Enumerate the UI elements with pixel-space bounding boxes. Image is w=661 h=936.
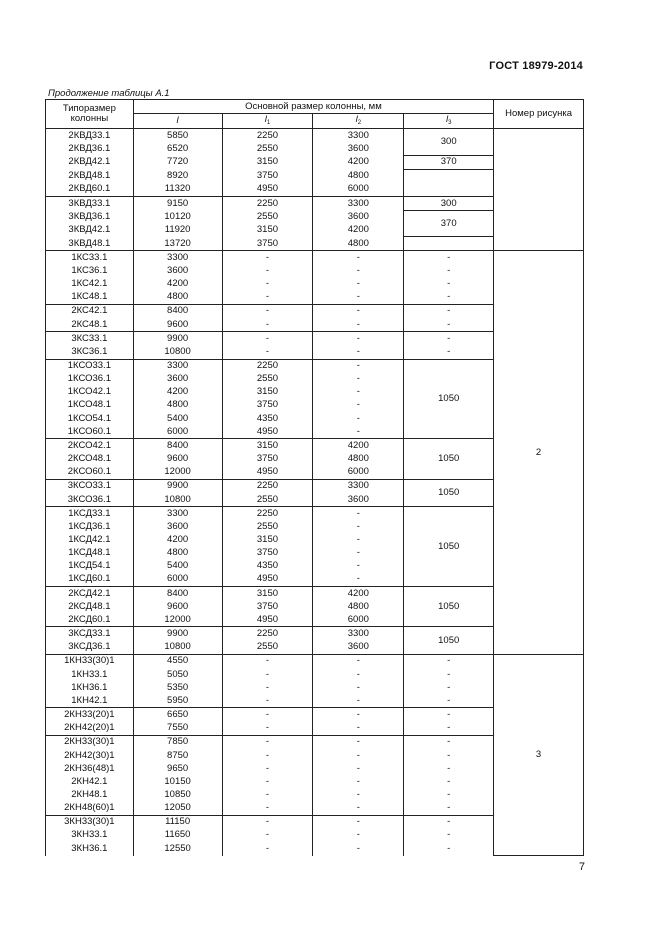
column-type-cell: 2КН36(48)1: [46, 762, 134, 775]
l1-cell: -: [222, 318, 313, 332]
column-type-cell: 2КСД60.1: [46, 613, 134, 627]
l1-cell: -: [222, 735, 313, 749]
l2-cell: 3600: [313, 211, 404, 224]
l2-cell: -: [313, 668, 404, 681]
l1-cell: 2550: [222, 373, 313, 386]
table-row: [46, 251, 584, 265]
l2-cell: 3300: [313, 479, 404, 493]
l-cell: 3300: [133, 359, 222, 373]
l-cell: 6000: [133, 425, 222, 439]
l2-cell: 4200: [313, 439, 404, 453]
l2-cell: 3600: [313, 493, 404, 507]
l3-cell: -: [404, 668, 494, 681]
header-figure-number: Номер рисунка: [494, 100, 584, 129]
l2-cell: -: [313, 560, 404, 573]
l-cell: 11920: [133, 224, 222, 237]
column-type-cell: 1КСД48.1: [46, 547, 134, 560]
l1-cell: 4950: [222, 613, 313, 627]
l1-cell: 2250: [222, 479, 313, 493]
column-type-cell: 1КСД54.1: [46, 560, 134, 573]
l1-cell: 3150: [222, 439, 313, 453]
l2-cell: -: [313, 534, 404, 547]
l1-cell: -: [222, 694, 313, 708]
l1-cell: -: [222, 291, 313, 305]
l3-cell: 370: [404, 211, 494, 237]
column-type-cell: 3КВД36.1: [46, 211, 134, 224]
l1-cell: 2550: [222, 211, 313, 224]
column-type-cell: 3КС33.1: [46, 332, 134, 346]
l-cell: 9600: [133, 453, 222, 466]
table-body: [46, 129, 584, 856]
l1-cell: 3750: [222, 399, 313, 412]
l-cell: 7850: [133, 735, 222, 749]
l2-cell: -: [313, 762, 404, 775]
l-cell: 12000: [133, 466, 222, 480]
l-cell: 5350: [133, 681, 222, 694]
column-type-cell: 2КН42(30)1: [46, 749, 134, 762]
l3-cell: -: [404, 801, 494, 815]
l-cell: 10800: [133, 345, 222, 359]
l2-cell: -: [313, 775, 404, 788]
l2-cell: -: [313, 345, 404, 359]
column-type-cell: 3КС36.1: [46, 345, 134, 359]
l3-cell: 1050: [404, 586, 494, 627]
l2-cell: 3600: [313, 641, 404, 655]
l3-cell: 1050: [404, 439, 494, 480]
l2-cell: -: [313, 749, 404, 762]
column-type-cell: 1КН42.1: [46, 694, 134, 708]
l2-cell: -: [313, 573, 404, 587]
column-type-cell: 3КСО36.1: [46, 493, 134, 507]
standard-label: ГОСТ 18979-2014: [489, 60, 583, 72]
l2-cell: -: [313, 815, 404, 829]
l-cell: 10800: [133, 493, 222, 507]
l2-cell: -: [313, 304, 404, 318]
l-cell: 5400: [133, 560, 222, 573]
l2-cell: -: [313, 264, 404, 277]
l1-cell: 3150: [222, 586, 313, 600]
figure-number-cell: [494, 129, 584, 251]
l2-cell: 4800: [313, 600, 404, 613]
l1-cell: -: [222, 654, 313, 668]
l3-cell: -: [404, 277, 494, 290]
column-type-cell: 1КН36.1: [46, 681, 134, 694]
l-cell: 8400: [133, 586, 222, 600]
l1-cell: 4950: [222, 425, 313, 439]
l-cell: 9150: [133, 196, 222, 210]
column-type-cell: 2КВД42.1: [46, 155, 134, 169]
l1-cell: -: [222, 842, 313, 856]
l3-cell: -: [404, 318, 494, 332]
l-cell: 11320: [133, 183, 222, 197]
l-cell: 4200: [133, 534, 222, 547]
column-type-cell: 2КСД48.1: [46, 600, 134, 613]
l1-cell: -: [222, 788, 313, 801]
l2-cell: -: [313, 842, 404, 856]
l-cell: 10150: [133, 775, 222, 788]
l2-cell: 6000: [313, 183, 404, 197]
l2-cell: 3300: [313, 627, 404, 641]
l1-cell: 2250: [222, 129, 313, 143]
header-l: l: [133, 114, 222, 129]
header-column-type: Типоразмер колонны: [46, 100, 134, 129]
l1-cell: -: [222, 681, 313, 694]
l-cell: 3300: [133, 507, 222, 521]
column-type-cell: 2КСО60.1: [46, 466, 134, 480]
l1-cell: -: [222, 332, 313, 346]
l1-cell: 3150: [222, 224, 313, 237]
l-cell: 3600: [133, 373, 222, 386]
l1-cell: 4350: [222, 560, 313, 573]
l-cell: 3600: [133, 264, 222, 277]
column-type-cell: 2КВД60.1: [46, 183, 134, 197]
l-cell: 9600: [133, 600, 222, 613]
l-cell: 9900: [133, 479, 222, 493]
l1-cell: 4950: [222, 573, 313, 587]
l-cell: 9900: [133, 627, 222, 641]
l2-cell: -: [313, 654, 404, 668]
l2-cell: -: [313, 373, 404, 386]
column-type-cell: 1КСО48.1: [46, 399, 134, 412]
l3-cell: -: [404, 332, 494, 346]
page-number: 7: [578, 861, 585, 873]
l2-cell: 6000: [313, 466, 404, 480]
l-cell: 6520: [133, 142, 222, 155]
l2-cell: 4200: [313, 586, 404, 600]
column-type-cell: 2КН42(20)1: [46, 722, 134, 736]
l2-cell: -: [313, 829, 404, 842]
l3-cell: -: [404, 345, 494, 359]
l2-cell: -: [313, 251, 404, 265]
l1-cell: 2550: [222, 520, 313, 533]
l2-cell: -: [313, 318, 404, 332]
l-cell: 7550: [133, 722, 222, 736]
l-cell: 4800: [133, 399, 222, 412]
column-type-cell: 1КСД42.1: [46, 534, 134, 547]
l3-cell: -: [404, 762, 494, 775]
l-cell: 8750: [133, 749, 222, 762]
l2-cell: 3300: [313, 196, 404, 210]
l-cell: 8400: [133, 304, 222, 318]
l2-cell: -: [313, 681, 404, 694]
column-type-cell: 3КВД33.1: [46, 196, 134, 210]
l1-cell: -: [222, 345, 313, 359]
l2-cell: -: [313, 735, 404, 749]
l1-cell: -: [222, 277, 313, 290]
column-type-cell: 2КН48(60)1: [46, 801, 134, 815]
l2-cell: -: [313, 386, 404, 399]
l1-cell: -: [222, 668, 313, 681]
column-type-cell: 1КН33.1: [46, 668, 134, 681]
l2-cell: -: [313, 520, 404, 533]
l-cell: 12000: [133, 613, 222, 627]
column-type-cell: 2КВД48.1: [46, 170, 134, 183]
l-cell: 9900: [133, 332, 222, 346]
l-cell: 6000: [133, 573, 222, 587]
l1-cell: 3150: [222, 155, 313, 169]
l2-cell: 3300: [313, 129, 404, 143]
l2-cell: -: [313, 412, 404, 425]
column-type-cell: 3КН36.1: [46, 842, 134, 856]
column-type-cell: 1КСО54.1: [46, 412, 134, 425]
column-type-cell: 2КС42.1: [46, 304, 134, 318]
l-cell: 9600: [133, 318, 222, 332]
l-cell: 8920: [133, 170, 222, 183]
l-cell: 7720: [133, 155, 222, 169]
l3-cell: -: [404, 681, 494, 694]
header-l3: $l_3$: [404, 114, 494, 129]
column-type-cell: 2КН33(20)1: [46, 708, 134, 722]
l3-cell: -: [404, 842, 494, 856]
column-type-cell: 3КН33(30)1: [46, 815, 134, 829]
l1-cell: 4350: [222, 412, 313, 425]
column-type-cell: 1КСО42.1: [46, 386, 134, 399]
column-type-cell: 1КСД36.1: [46, 520, 134, 533]
l1-cell: 3750: [222, 600, 313, 613]
l-cell: 5850: [133, 129, 222, 143]
l3-cell: -: [404, 722, 494, 736]
l3-cell: -: [404, 694, 494, 708]
l1-cell: -: [222, 708, 313, 722]
column-type-cell: 3КСД36.1: [46, 641, 134, 655]
l1-cell: 2250: [222, 359, 313, 373]
column-type-cell: 1КН33(30)1: [46, 654, 134, 668]
l3-cell: 370: [404, 155, 494, 169]
l3-cell: -: [404, 788, 494, 801]
l1-cell: 4950: [222, 466, 313, 480]
l-cell: 12550: [133, 842, 222, 856]
l-cell: 4800: [133, 547, 222, 560]
l2-cell: -: [313, 694, 404, 708]
header-l2: $l_2$: [313, 114, 404, 129]
l2-cell: -: [313, 547, 404, 560]
l-cell: 5050: [133, 668, 222, 681]
l2-cell: -: [313, 708, 404, 722]
l3-cell: 1050: [404, 359, 494, 439]
l1-cell: 2550: [222, 493, 313, 507]
figure-number-cell: 2: [494, 251, 584, 655]
l2-cell: -: [313, 788, 404, 801]
l2-cell: -: [313, 291, 404, 305]
header-l1: $l_1$: [222, 114, 313, 129]
header-main-size: Основной размер колонны, мм: [133, 100, 493, 114]
l1-cell: 2550: [222, 142, 313, 155]
l2-cell: 4200: [313, 224, 404, 237]
l2-cell: 3600: [313, 142, 404, 155]
l1-cell: 2250: [222, 507, 313, 521]
l3-cell: -: [404, 735, 494, 749]
figure-number-cell: 3: [494, 654, 584, 855]
l2-cell: -: [313, 399, 404, 412]
column-type-cell: 2КН33(30)1: [46, 735, 134, 749]
l3-cell: -: [404, 815, 494, 829]
column-type-cell: 1КСД33.1: [46, 507, 134, 521]
l1-cell: 3750: [222, 453, 313, 466]
l1-cell: 2250: [222, 627, 313, 641]
l-cell: 9650: [133, 762, 222, 775]
l2-cell: -: [313, 332, 404, 346]
l3-cell: -: [404, 264, 494, 277]
l2-cell: 4800: [313, 237, 404, 251]
l3-cell: 300: [404, 129, 494, 156]
l1-cell: -: [222, 815, 313, 829]
l1-cell: 2550: [222, 641, 313, 655]
column-type-cell: 1КСО60.1: [46, 425, 134, 439]
column-type-cell: 3КСД33.1: [46, 627, 134, 641]
l-cell: 10120: [133, 211, 222, 224]
l-cell: 4800: [133, 291, 222, 305]
column-type-cell: 2КСД42.1: [46, 586, 134, 600]
l1-cell: 3150: [222, 386, 313, 399]
l-cell: 5950: [133, 694, 222, 708]
column-type-cell: 1КС48.1: [46, 291, 134, 305]
column-type-cell: 1КС42.1: [46, 277, 134, 290]
l-cell: 3600: [133, 520, 222, 533]
column-type-cell: 1КС36.1: [46, 264, 134, 277]
l1-cell: 3750: [222, 547, 313, 560]
column-type-cell: 2КВД33.1: [46, 129, 134, 143]
l-cell: 11650: [133, 829, 222, 842]
column-type-cell: 3КВД48.1: [46, 237, 134, 251]
column-type-cell: 2КВД36.1: [46, 142, 134, 155]
l1-cell: 4950: [222, 183, 313, 197]
l1-cell: -: [222, 829, 313, 842]
l3-cell: 1050: [404, 627, 494, 654]
l2-cell: -: [313, 507, 404, 521]
l-cell: 12050: [133, 801, 222, 815]
l2-cell: -: [313, 359, 404, 373]
l2-cell: -: [313, 722, 404, 736]
l1-cell: -: [222, 775, 313, 788]
column-size-table: [45, 99, 584, 856]
column-type-cell: 2КСО42.1: [46, 439, 134, 453]
l2-cell: 4200: [313, 155, 404, 169]
l1-cell: 2250: [222, 196, 313, 210]
l3-cell: -: [404, 829, 494, 842]
table-row: [46, 129, 584, 143]
l-cell: 5400: [133, 412, 222, 425]
l-cell: 4550: [133, 654, 222, 668]
l1-cell: 3750: [222, 237, 313, 251]
column-type-cell: 3КН33.1: [46, 829, 134, 842]
l-cell: 6650: [133, 708, 222, 722]
l1-cell: -: [222, 722, 313, 736]
l1-cell: 3150: [222, 534, 313, 547]
l3-cell: 300: [404, 196, 494, 210]
column-type-cell: 1КСД60.1: [46, 573, 134, 587]
l1-cell: -: [222, 251, 313, 265]
l3-cell: -: [404, 654, 494, 668]
column-type-cell: 3КВД42.1: [46, 224, 134, 237]
l3-cell: -: [404, 251, 494, 265]
column-type-cell: 1КСО33.1: [46, 359, 134, 373]
table-continuation-caption: Продолжение таблицы А.1: [48, 88, 170, 99]
l3-cell: 1050: [404, 507, 494, 587]
l1-cell: 3750: [222, 170, 313, 183]
l3-cell: -: [404, 291, 494, 305]
column-type-cell: 2КН42.1: [46, 775, 134, 788]
l-cell: 3300: [133, 251, 222, 265]
l-cell: 4200: [133, 277, 222, 290]
l1-cell: -: [222, 749, 313, 762]
l-cell: 10850: [133, 788, 222, 801]
column-type-cell: 2КН48.1: [46, 788, 134, 801]
l2-cell: -: [313, 277, 404, 290]
l1-cell: -: [222, 264, 313, 277]
l-cell: 11150: [133, 815, 222, 829]
l3-cell: 1050: [404, 479, 494, 506]
column-type-cell: 2КС48.1: [46, 318, 134, 332]
l2-cell: -: [313, 425, 404, 439]
column-type-cell: 1КСО36.1: [46, 373, 134, 386]
l-cell: 8400: [133, 439, 222, 453]
l2-cell: 4800: [313, 453, 404, 466]
column-type-cell: 3КСО33.1: [46, 479, 134, 493]
column-type-cell: 2КСО48.1: [46, 453, 134, 466]
table-row: [46, 654, 584, 668]
l3-cell: -: [404, 775, 494, 788]
l-cell: 10800: [133, 641, 222, 655]
l3-cell: -: [404, 708, 494, 722]
l3-cell: -: [404, 749, 494, 762]
l3-cell: -: [404, 304, 494, 318]
l1-cell: -: [222, 304, 313, 318]
l1-cell: -: [222, 801, 313, 815]
l2-cell: 4800: [313, 170, 404, 183]
l1-cell: -: [222, 762, 313, 775]
l-cell: 4200: [133, 386, 222, 399]
l2-cell: 6000: [313, 613, 404, 627]
column-type-cell: 1КС33.1: [46, 251, 134, 265]
l2-cell: -: [313, 801, 404, 815]
l-cell: 13720: [133, 237, 222, 251]
